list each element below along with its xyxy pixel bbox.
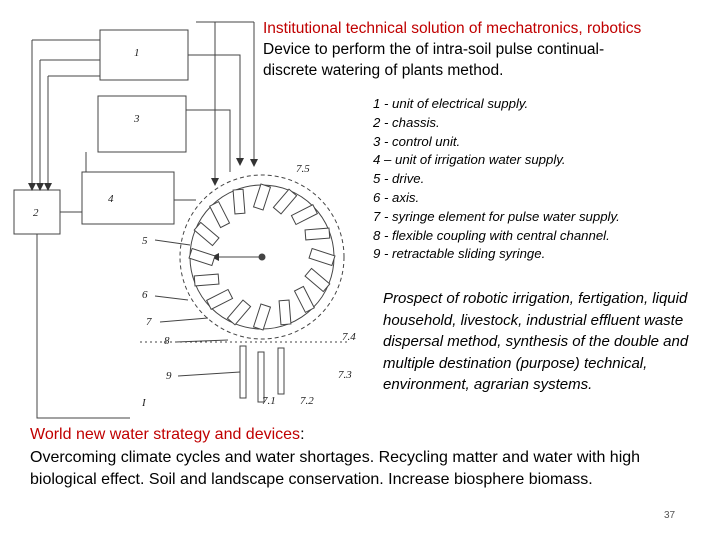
legend-item: 3 - control unit. bbox=[373, 133, 461, 149]
syringe-element bbox=[254, 184, 271, 210]
legend-item: 2 - chassis. bbox=[373, 114, 440, 130]
syringe-element bbox=[305, 268, 330, 291]
sliding-syringe bbox=[278, 348, 284, 394]
label-5: 5 bbox=[142, 235, 148, 247]
label-8: 8 bbox=[164, 335, 170, 347]
syringe-element bbox=[194, 274, 219, 286]
label-7-4: 7.4 bbox=[342, 331, 356, 343]
syringe-element bbox=[210, 202, 230, 228]
leader-line bbox=[155, 296, 188, 300]
sliding-syringe bbox=[240, 346, 246, 398]
label-7-2: 7.2 bbox=[300, 395, 314, 407]
bottom-colon: : bbox=[300, 426, 305, 443]
header-line-2: Device to perform the of intra-soil pulse continual- bbox=[263, 41, 605, 58]
label-7-5: 7.5 bbox=[296, 163, 310, 175]
legend-item: 5 - drive. bbox=[373, 171, 425, 187]
syringe-element bbox=[254, 304, 271, 330]
syringe-element bbox=[273, 189, 296, 214]
syringe-element bbox=[309, 249, 335, 266]
syringe-element bbox=[233, 189, 245, 214]
syringe-element bbox=[294, 286, 314, 312]
syringe-element bbox=[291, 205, 317, 225]
label-7-3: 7.3 bbox=[338, 369, 352, 381]
legend bbox=[373, 95, 695, 264]
syringe-element bbox=[279, 300, 291, 325]
bottom-section bbox=[30, 424, 700, 492]
bottom-title: World new water strategy and devices bbox=[30, 426, 301, 443]
header-title: Institutional technical solution of mechatronics, robotics bbox=[263, 20, 642, 37]
syringe-element bbox=[207, 289, 233, 309]
connection-line bbox=[37, 234, 130, 418]
legend-item: 4 – unit of irrigation water supply. bbox=[373, 152, 566, 168]
label-4: 4 bbox=[108, 193, 114, 205]
legend-item: 6 - axis. bbox=[373, 189, 420, 205]
prospect-text: Prospect of robotic irrigation, fertigation, liquid household, livestock, industrial effluent waste dispersal method, synthesis of the double and multiple destination (purpose) technical, environment, agrarian systems. bbox=[383, 290, 689, 393]
block-4-water-supply bbox=[82, 172, 174, 224]
legend-item: 1 - unit of electrical supply. bbox=[373, 96, 529, 111]
syringe-element bbox=[227, 300, 250, 325]
label-7-1: 7.1 bbox=[262, 395, 276, 407]
syringe-element bbox=[189, 249, 215, 266]
block-1-electrical-supply bbox=[100, 30, 188, 80]
label-2: 2 bbox=[33, 207, 39, 219]
label-7: 7 bbox=[146, 316, 152, 328]
label-9: 9 bbox=[166, 370, 172, 382]
syringe-element bbox=[194, 222, 219, 245]
legend-item: 9 - retractable sliding syringe. bbox=[373, 246, 546, 262]
page-number: 37 bbox=[664, 510, 676, 521]
leader-line bbox=[178, 372, 240, 376]
legend-item: 7 - syringe element for pulse water supply. bbox=[373, 208, 620, 224]
label-i: I bbox=[142, 397, 146, 409]
connection-line bbox=[186, 110, 230, 172]
header-line-3: discrete watering of plants method. bbox=[263, 62, 504, 79]
bottom-text: Overcoming climate cycles and water shortages. Recycling matter and water with high biological effect. Soil and landscape conservation. Increase biosphere biomass. bbox=[30, 448, 641, 488]
syringe-element bbox=[305, 228, 330, 240]
label-3: 3 bbox=[134, 113, 140, 125]
leader-line bbox=[160, 318, 208, 322]
label-6: 6 bbox=[142, 289, 148, 301]
block-3-control-unit bbox=[98, 96, 186, 152]
header bbox=[263, 18, 713, 81]
leader-line bbox=[155, 240, 190, 245]
legend-item: 8 - flexible coupling with central channel. bbox=[373, 227, 610, 243]
label-1: 1 bbox=[134, 47, 140, 59]
